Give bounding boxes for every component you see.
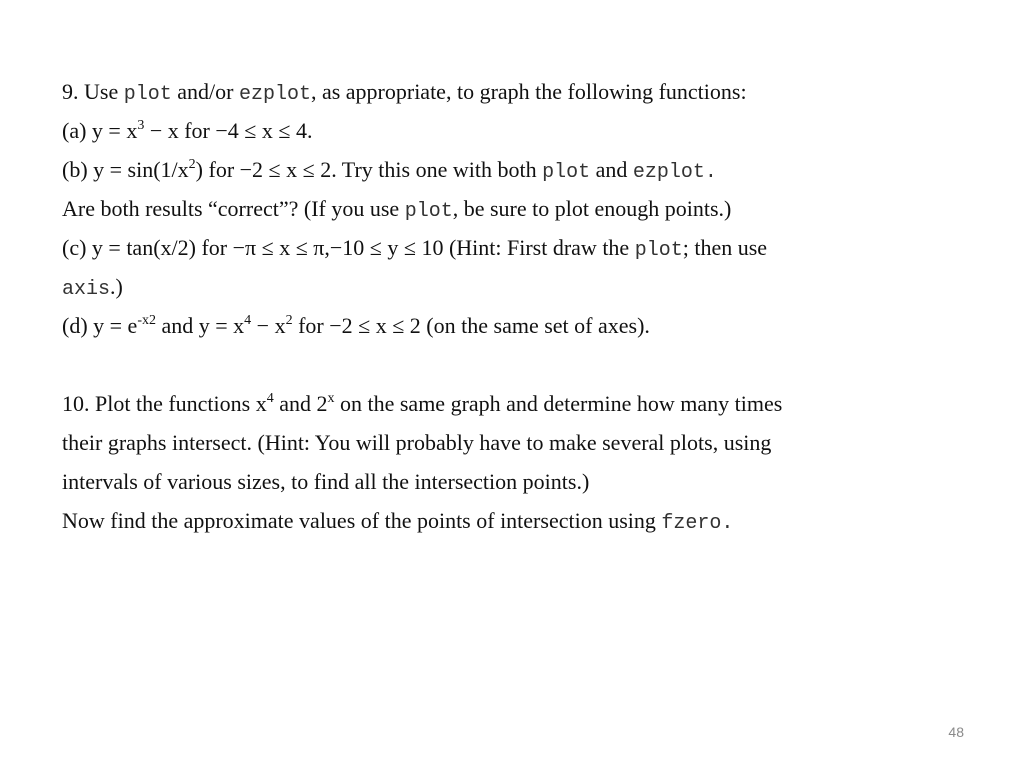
- text: Now find the approximate values of the points of intersection using: [62, 508, 662, 533]
- code-plot: plot: [123, 83, 172, 106]
- problem-9b: [62, 150, 962, 189]
- code-ezplot: ezplot: [238, 83, 311, 106]
- superscript: 4: [266, 390, 274, 406]
- text: on the same graph and determine how many times: [334, 391, 783, 416]
- text: (d) y = e: [62, 313, 138, 338]
- text: 9. Use: [62, 79, 124, 104]
- problem-9c-continued: [62, 267, 962, 306]
- code-axis: axis: [62, 278, 111, 301]
- text: 10. Plot the functions x: [62, 391, 267, 416]
- problem-9d: [62, 306, 962, 345]
- superscript: 4: [244, 312, 252, 328]
- text: and y = x: [156, 313, 245, 338]
- problem-9a: [62, 111, 962, 150]
- text: , be sure to plot enough points.): [452, 196, 732, 221]
- text: − x: [251, 313, 286, 338]
- slide-body: [62, 72, 962, 540]
- code-ezplot: ezplot.: [632, 161, 717, 184]
- problem-10-line-1: [62, 384, 962, 423]
- text: (c) y = tan(x/2) for −π ≤ x ≤ π,−10 ≤ y ≤ 10 (Hint: First draw the: [62, 235, 635, 260]
- problem-9b-followup: [62, 189, 962, 228]
- text: (a) y = x: [62, 118, 138, 143]
- superscript: x: [327, 390, 335, 406]
- code-plot: plot: [404, 200, 453, 223]
- text: .): [110, 274, 123, 299]
- text: and 2: [273, 391, 328, 416]
- superscript: 2: [188, 156, 196, 172]
- text: (b) y = sin(1/x: [62, 157, 189, 182]
- code-plot: plot: [542, 161, 591, 184]
- problem-10-line-4: [62, 501, 962, 540]
- problem-10-line-3: intervals of various sizes, to find all the intersection points.): [62, 469, 590, 494]
- superscript: 3: [137, 117, 145, 133]
- paragraph-spacer: [62, 345, 962, 384]
- text: and: [590, 157, 633, 182]
- text: ; then use: [682, 235, 768, 260]
- code-fzero: fzero.: [661, 512, 734, 535]
- superscript: -x2: [137, 312, 156, 328]
- superscript: 2: [285, 312, 293, 328]
- text: Are both results “correct”? (If you use: [62, 196, 405, 221]
- text: for −2 ≤ x ≤ 2 (on the same set of axes).: [292, 313, 650, 338]
- problem-9-intro: [62, 72, 962, 111]
- text: and/or: [171, 79, 239, 104]
- text: − x for −4 ≤ x ≤ 4.: [144, 118, 313, 143]
- problem-10-line-2: their graphs intersect. (Hint: You will probably have to make several plots, using: [62, 430, 772, 455]
- text: , as appropriate, to graph the following functions:: [310, 79, 747, 104]
- problem-9c: [62, 228, 962, 267]
- page-number: 48: [948, 724, 964, 740]
- code-plot: plot: [634, 239, 683, 262]
- text: ) for −2 ≤ x ≤ 2. Try this one with both: [195, 157, 543, 182]
